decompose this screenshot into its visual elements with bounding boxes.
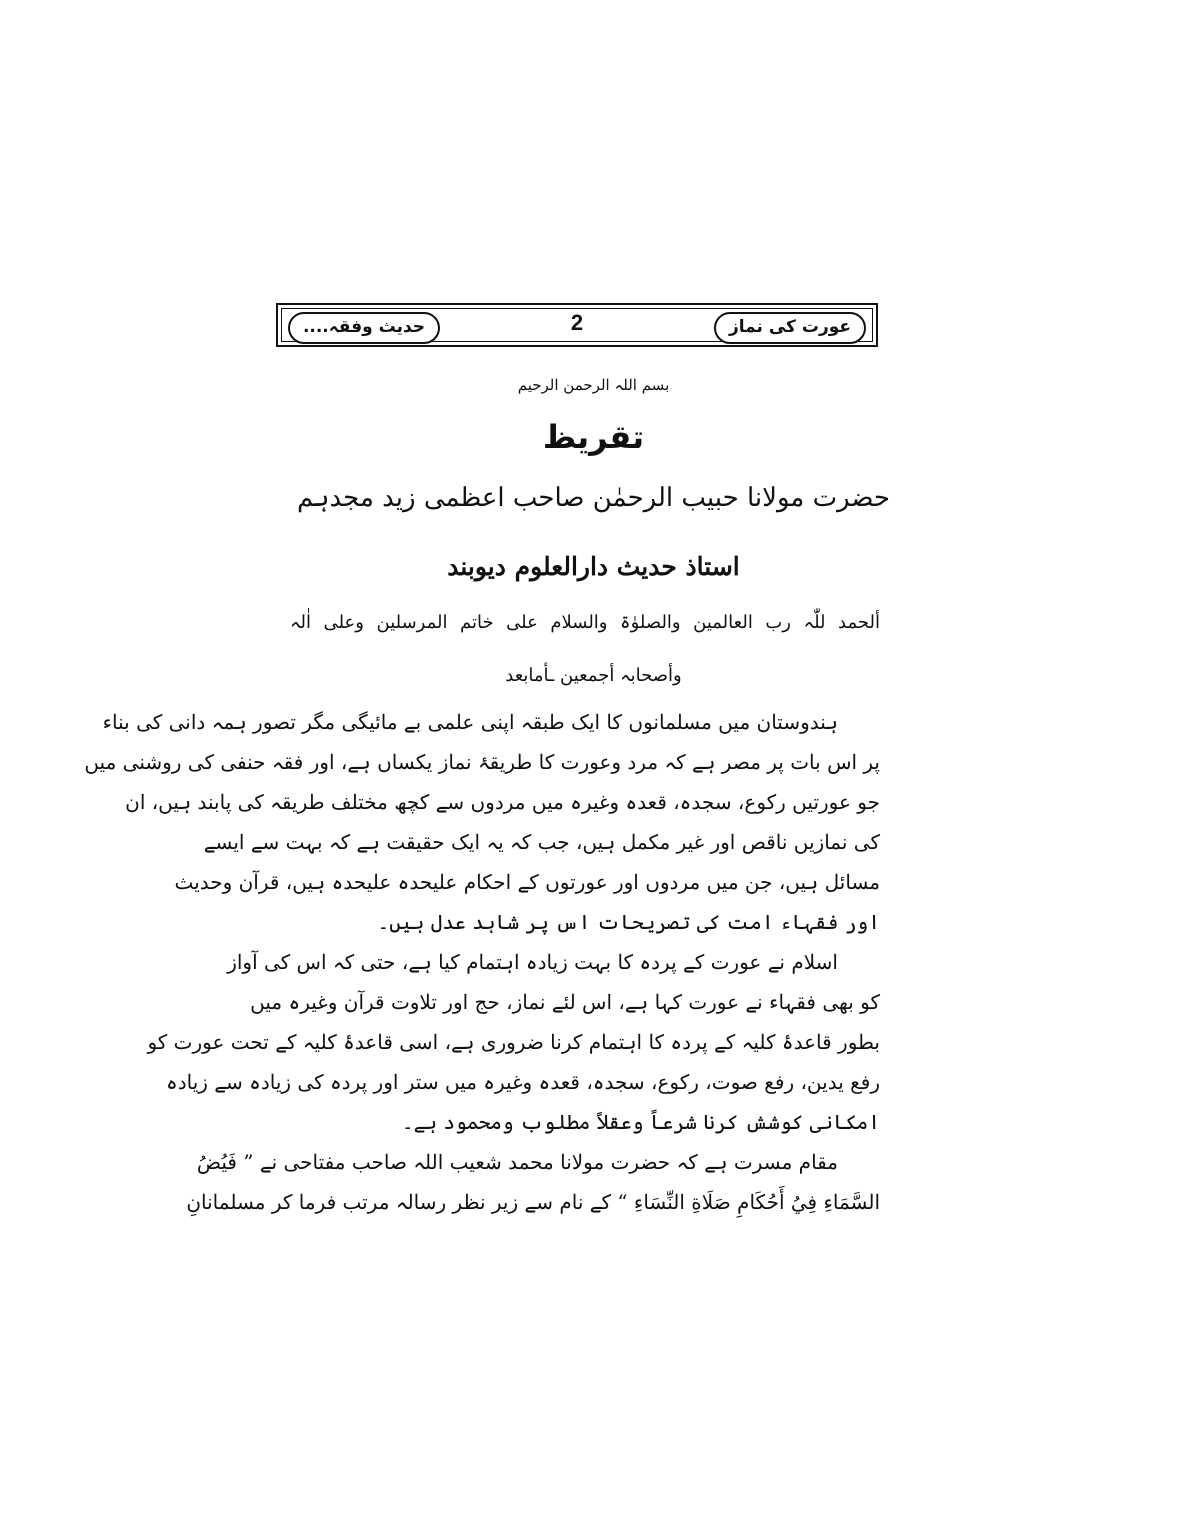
book-title: عورت کی نماز bbox=[714, 312, 866, 344]
body-line: بطور قاعدۂ کلیہ کے پردہ کا اہتمام کرنا ضروری ہے، اسی قاعدۂ کلیہ کے تحت عورت کو bbox=[147, 1030, 880, 1054]
author-position: استاذ حدیث دارالعلوم دیوبند bbox=[447, 552, 740, 581]
body-line: اسلام نے عورت کے پردہ کا بہت زیادہ اہتمام کیا ہے، حتی کہ اس کی آواز bbox=[227, 950, 838, 974]
bismillah: بسم اللہ الرحمن الرحیم bbox=[517, 376, 670, 394]
body-line: امکانی کوشش کرنا شرعاً وعقلاً مطلوب ومحمود ہے۔ bbox=[401, 1110, 880, 1134]
body-line: کو بھی فقہاء نے عورت کہا ہے، اس لئے نماز، حج اور تلاوت قرآن وغیرہ میں bbox=[250, 990, 880, 1014]
page-title: تقریظ bbox=[542, 418, 645, 456]
body-line: مقام مسرت ہے کہ حضرت مولانا محمد شعیب اللہ صاحب مفتاحی نے ” فَيُضُ bbox=[196, 1150, 838, 1174]
body-line: پر اس بات پر مصر ہے کہ مرد وعورت کا طریقۂ نماز یکساں ہے، اور فقہ حنفی کی روشنی میں bbox=[84, 750, 880, 774]
body-text bbox=[84, 702, 880, 1222]
arabic-intro-line-1: ألحمد للّٰہ رب العالمین والصلوٰۃ والسلام علی خاتم المرسلین وعلی اٰلہ bbox=[290, 612, 880, 633]
body-line: رفع یدین، رفع صوت، رکوع، سجدہ، قعدہ وغیرہ میں ستر اور پردہ کی زیادہ سے زیادہ bbox=[165, 1070, 880, 1094]
body-line: کی نمازیں ناقص اور غیر مکمل ہیں، جب کہ یہ ایک حقیقت ہے کہ بہت سے ایسے bbox=[203, 830, 880, 854]
author-line: حضرت مولانا حبیب الرحمٰن صاحب اعظمی زید مجدہم bbox=[296, 483, 891, 513]
body-line: جو عورتیں رکوع، سجدہ، قعدہ وغیرہ میں مردوں سے کچھ مختلف طریقہ کی پابند ہیں، ان bbox=[125, 790, 880, 814]
body-line: مسائل ہیں، جن میں مردوں اور عورتوں کے احکام علیحدہ علیحدہ ہیں، قرآن وحدیث bbox=[174, 870, 880, 894]
arabic-intro-line-2: وأصحابہ أجمعین ـأمابعد bbox=[505, 665, 682, 686]
section-title: حدیث وفقہ.... bbox=[288, 312, 440, 344]
body-line: اور فقہاء امت کی تصریحات اس پر شاہد عدل ہیں۔ bbox=[377, 910, 880, 934]
page-header bbox=[276, 303, 878, 347]
body-line: السَّمَاءِ فِيُ أَحُكَامِ صَلَاةِ النِّسَاءِ “ کے نام سے زیر نظر رسالہ مرتب فرما کر مسلمانانِ bbox=[186, 1190, 880, 1214]
page-number: 2 bbox=[570, 310, 584, 335]
body-line: ہندوستان میں مسلمانوں کا ایک طبقہ اپنی علمی بے مائیگی مگر تصور ہمہ دانی کی بناء bbox=[102, 710, 838, 734]
